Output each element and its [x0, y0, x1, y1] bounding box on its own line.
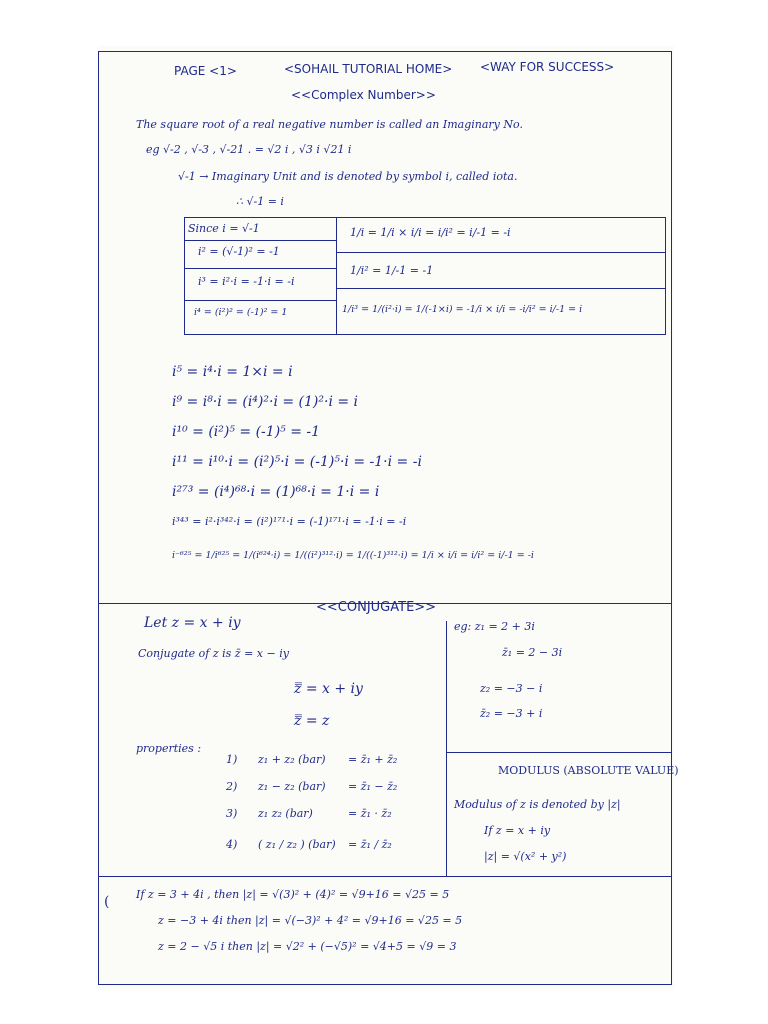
table-rule — [184, 300, 336, 301]
table-left-row: Since i = √-1 — [188, 222, 260, 235]
property-lhs: z₁ z₂ (bar) — [258, 807, 313, 820]
intro-line-3: √-1 → Imaginary Unit and is denoted by symbol i, called iota. — [178, 170, 518, 183]
table-rule — [336, 252, 665, 253]
property-rhs: = z̄₁ / z̄₂ — [348, 838, 392, 851]
properties-label: properties : — [136, 742, 202, 755]
table-right-row: 1/i³ = 1/(i²·i) = 1/(-1×i) = -1/i × i/i = -i/i² = i/-1 = i — [342, 304, 583, 315]
table-rule — [184, 240, 336, 241]
power-line: i¹⁰ = (i²)⁵ = (-1)⁵ = -1 — [172, 424, 321, 440]
conjugate-example: z̄₁ = 2 − 3i — [502, 646, 563, 659]
modulus-definition: Modulus of z is denoted by |z| — [454, 798, 621, 811]
modulus-if: If z = x + iy — [484, 824, 551, 837]
property-rhs: = z̄₁ · z̄₂ — [348, 807, 392, 820]
table-left-row: i² = (√-1)² = -1 — [198, 245, 280, 258]
brand-title: <SOHAIL TUTORIAL HOME> — [284, 62, 453, 76]
divider-vertical — [446, 621, 447, 876]
property-lhs: ( z₁ / z₂ ) (bar) — [258, 838, 336, 851]
conjugate-let: Let z = x + iy — [144, 615, 241, 631]
intro-line-2: eg √-2 , √-3 , √-21 . = √2 i , √3 i √21 i — [146, 143, 352, 156]
conjugate-example: eg: z₁ = 2 + 3i — [454, 620, 535, 633]
table-rule — [336, 288, 665, 289]
divider-examples — [98, 876, 671, 877]
modulus-title: MODULUS (ABSOLUTE VALUE) — [498, 764, 679, 777]
iota-table-split — [336, 217, 337, 334]
modulus-example: If z = 3 + 4i , then |z| = √(3)² + (4)² = √9+16 = √25 = 5 — [136, 888, 450, 901]
power-line: i³⁴³ = i²·i³⁴²·i = (i²)¹⁷¹·i = (-1)¹⁷¹·i = -1·i = -i — [172, 515, 407, 528]
page-number: PAGE <1> — [174, 64, 237, 78]
property-lhs: z₁ − z₂ (bar) — [258, 780, 326, 793]
divider-modulus — [447, 752, 671, 753]
property-number: 1) — [226, 753, 238, 766]
power-line: i²⁷³ = (i⁴)⁶⁸·i = (1)⁶⁸·i = 1·i = i — [172, 484, 380, 500]
margin-mark: ( — [104, 894, 110, 910]
conjugate-definition: Conjugate of z is z̄ = x − iy — [138, 647, 289, 660]
table-left-row: i⁴ = (i²)² = (-1)² = 1 — [194, 307, 288, 318]
property-rhs: = z̄₁ − z̄₂ — [348, 780, 398, 793]
modulus-formula: |z| = √(x² + y²) — [484, 850, 567, 863]
property-number: 4) — [226, 838, 238, 851]
conjugate-double: z̿ = x + iy — [294, 681, 363, 697]
tagline: <WAY FOR SUCCESS> — [480, 60, 615, 74]
property-number: 3) — [226, 807, 238, 820]
property-number: 2) — [226, 780, 238, 793]
conjugate-result: z̿ = z — [294, 713, 330, 729]
table-left-row: i³ = i²·i = -1·i = -i — [198, 275, 295, 288]
table-right-row: 1/i² = 1/-1 = -1 — [350, 264, 434, 277]
conjugate-title: <<CONJUGATE>> — [316, 600, 437, 615]
modulus-example: z = 2 − √5 i then |z| = √2² + (−√5)² = √4+5 = √9 = 3 — [158, 940, 457, 953]
property-lhs: z₁ + z₂ (bar) — [258, 753, 326, 766]
power-line: i⁻⁶²⁵ = 1/i⁶²⁵ = 1/(i⁶²⁴·i) = 1/((i²)³¹²·i) = 1/((-1)³¹²·i) = 1/i × i/i = i/i² = i/-1 = -i — [172, 550, 534, 561]
modulus-example: z = −3 + 4i then |z| = √(−3)² + 4² = √9+16 = √25 = 5 — [158, 914, 463, 927]
topic-title: <<Complex Number>> — [291, 88, 436, 102]
power-line: i⁹ = i⁸·i = (i⁴)²·i = (1)²·i = i — [172, 394, 359, 410]
power-line: i⁵ = i⁴·i = 1×i = i — [172, 364, 293, 380]
conjugate-example: z̄₂ = −3 + i — [480, 707, 543, 720]
intro-line-1: The square root of a real negative number is called an Imaginary No. — [136, 118, 523, 131]
intro-line-4: ∴ √-1 = i — [236, 195, 284, 208]
conjugate-example: z₂ = −3 − i — [480, 682, 543, 695]
table-rule — [184, 268, 336, 269]
notebook-page — [98, 46, 679, 990]
power-line: i¹¹ = i¹⁰·i = (i²)⁵·i = (-1)⁵·i = -1·i = -i — [172, 454, 422, 470]
property-rhs: = z̄₁ + z̄₂ — [348, 753, 398, 766]
table-right-row: 1/i = 1/i × i/i = i/i² = i/-1 = -i — [350, 226, 511, 239]
